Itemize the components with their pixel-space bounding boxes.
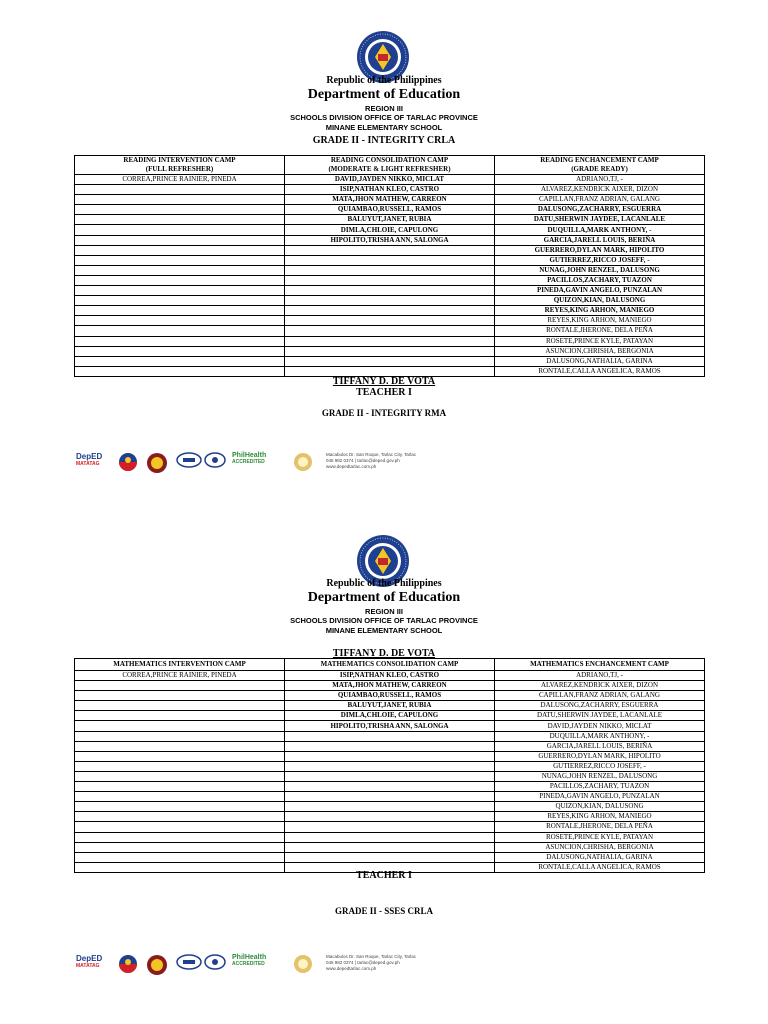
col-header-enhancement: MATHEMATICS ENCHANCEMENT CAMP — [495, 659, 705, 671]
student-name-cell: DUQUILLA,MARK ANTHONY, - — [495, 731, 705, 741]
student-name-cell — [75, 336, 285, 346]
student-name-cell: ASUNCION,CHRISHA, BERGONIA — [495, 842, 705, 852]
student-name-cell — [285, 296, 495, 306]
table-row — [75, 681, 705, 691]
table-row — [75, 741, 705, 751]
student-name-cell — [285, 802, 495, 812]
footer-logos — [76, 452, 476, 474]
teacher-position: TEACHER I — [356, 387, 412, 398]
table-row — [75, 185, 705, 195]
student-name-cell — [285, 761, 495, 771]
bagong-pilipinas-icon — [114, 954, 142, 974]
student-name-cell — [75, 366, 285, 376]
student-name-cell: PINEDA,GAVIN ANGELO, PUNZALAN — [495, 792, 705, 802]
student-name-cell — [285, 245, 495, 255]
student-name-cell — [75, 812, 285, 822]
student-name-cell — [285, 731, 495, 741]
student-name-cell — [75, 195, 285, 205]
table-row — [75, 721, 705, 731]
table-row — [75, 832, 705, 842]
student-name-cell: REYES,KING ARHON, MANIEGO — [495, 316, 705, 326]
student-name-cell — [75, 296, 285, 306]
student-name-cell: DIMLA,CHLOIE, CAPULONG — [285, 225, 495, 235]
student-name-cell — [285, 751, 495, 761]
division-line: SCHOOLS DIVISION OFFICE OF TARLAC PROVINCE — [290, 616, 478, 625]
col-subheader-consolidation: (MODERATE & LIGHT REFRESHER) — [285, 165, 495, 175]
table-row — [75, 175, 705, 185]
student-name-cell — [285, 255, 495, 265]
student-name-cell: BALUYUT,JANET, RUBIA — [285, 215, 495, 225]
student-name-cell — [285, 366, 495, 376]
document-page-2 — [0, 512, 768, 1024]
footer-address: Macabulos Dr. San Roque, Tarlac City, Tarlac 045 982 0374 | tarlac@deped.gov.ph www.depedtarlac.com.ph — [326, 954, 417, 971]
table-row — [75, 195, 705, 205]
table-row — [75, 842, 705, 852]
student-name-cell: CORREA,PRINCE RAINIER, PINEDA — [75, 175, 285, 185]
table-row — [75, 245, 705, 255]
student-name-cell — [285, 842, 495, 852]
student-name-cell: REYES,KING ARHON, MANIEGO — [495, 812, 705, 822]
student-name-cell — [75, 741, 285, 751]
student-name-cell — [285, 346, 495, 356]
student-name-cell: NUNAG,JOHN RENZEL, DALUSONG — [495, 771, 705, 781]
student-name-cell — [285, 265, 495, 275]
next-section-title: GRADE II - SSES CRLA — [334, 906, 434, 916]
table-row — [75, 701, 705, 711]
student-name-cell — [75, 356, 285, 366]
student-name-cell: QUIZON,KIAN, DALUSONG — [495, 296, 705, 306]
student-name-cell — [285, 741, 495, 751]
table-row — [75, 356, 705, 366]
student-name-cell: DALUSONG,ZACHARRY, ESGUERRA — [495, 205, 705, 215]
col-header-enhancement: READING ENCHANCEMENT CAMP — [495, 156, 705, 166]
student-name-cell — [75, 185, 285, 195]
region-line: REGION III — [365, 607, 403, 616]
department-title: Department of Education — [307, 590, 461, 605]
table-row — [75, 691, 705, 701]
footer-address: Macabulos Dr. San Roque, Tarlac City, Tarlac 045 982 0374 | tarlac@deped.gov.ph www.depedtarlac.com.ph — [326, 452, 417, 469]
student-name-cell — [75, 751, 285, 761]
table-row — [75, 306, 705, 316]
student-name-cell: DALUSONG,NATHALIA, GARINA — [495, 852, 705, 862]
student-name-cell — [285, 326, 495, 336]
student-name-cell — [75, 782, 285, 792]
student-name-cell — [75, 265, 285, 275]
col-subheader-enhancement: (GRADE READY) — [495, 165, 705, 175]
deped-matatag-logo: DepED MATATAG — [76, 954, 103, 969]
student-name-cell: DAVID,JAYDEN NIKKO, MICLAT — [495, 721, 705, 731]
student-name-cell — [285, 336, 495, 346]
student-name-cell — [285, 812, 495, 822]
award-seal-icon — [292, 954, 314, 974]
iso-cert-icon — [176, 954, 202, 970]
student-name-cell: ROSETE,PRINCE KYLE, PATAYAN — [495, 336, 705, 346]
table-row — [75, 761, 705, 771]
grade-section-title: GRADE II - INTEGRITY CRLA — [312, 135, 456, 146]
student-name-cell — [75, 761, 285, 771]
table-row — [75, 225, 705, 235]
student-name-cell: DUQUILLA,MARK ANTHONY, - — [495, 225, 705, 235]
student-name-cell: HIPOLITO,TRISHA ANN, SALONGA — [285, 721, 495, 731]
division-line: SCHOOLS DIVISION OFFICE OF TARLAC PROVINCE — [290, 113, 478, 122]
footer-logos — [76, 954, 476, 976]
table-row — [75, 771, 705, 781]
student-name-cell — [285, 275, 495, 285]
student-name-cell: HIPOLITO,TRISHA ANN, SALONGA — [285, 235, 495, 245]
student-name-cell — [285, 286, 495, 296]
quality-cert-icon — [204, 954, 226, 970]
table-row — [75, 255, 705, 265]
student-name-cell: NUNAG,JOHN RENZEL, DALUSONG — [495, 265, 705, 275]
student-name-cell: PINEDA,GAVIN ANGELO, PUNZALAN — [495, 286, 705, 296]
student-name-cell — [75, 326, 285, 336]
republic-line: Republic of the Philippines — [326, 578, 442, 589]
student-name-cell: CORREA,PRINCE RAINIER, PINEDA — [75, 671, 285, 681]
student-name-cell — [75, 721, 285, 731]
col-header-consolidation: READING CONSOLIDATION CAMP — [285, 156, 495, 166]
student-name-cell: DATU,SHERWIN JAYDEE, LACANLALE — [495, 711, 705, 721]
table-row — [75, 852, 705, 862]
student-name-cell: RONTALE,JHERONE, DELA PEÑA — [495, 326, 705, 336]
teacher-name-top: TIFFANY D. DE VOTA — [332, 648, 436, 659]
student-name-cell — [75, 255, 285, 265]
student-name-cell — [75, 205, 285, 215]
student-name-cell — [75, 306, 285, 316]
student-name-cell: QUIAMBAO,RUSSELL, RAMOS — [285, 205, 495, 215]
student-name-cell — [75, 691, 285, 701]
student-name-cell — [285, 852, 495, 862]
table-row — [75, 812, 705, 822]
table-row — [75, 822, 705, 832]
student-name-cell: RONTALE,JHERONE, DELA PEÑA — [495, 822, 705, 832]
republic-line: Republic of the Philippines — [326, 75, 442, 86]
student-name-cell — [285, 306, 495, 316]
region-line: REGION III — [365, 104, 403, 113]
table-row — [75, 346, 705, 356]
table-row — [75, 802, 705, 812]
math-camp-table — [74, 658, 705, 873]
quality-cert-icon — [204, 452, 226, 468]
student-name-cell: CAPILLAN,FRANZ ADRIAN, GALANG — [495, 691, 705, 701]
student-name-cell — [75, 275, 285, 285]
student-name-cell: BALUYUT,JANET, RUBIA — [285, 701, 495, 711]
col-header-consolidation: MATHEMATICS CONSOLIDATION CAMP — [285, 659, 495, 671]
table-row — [75, 296, 705, 306]
student-name-cell — [285, 771, 495, 781]
student-name-cell — [285, 832, 495, 842]
table-row — [75, 671, 705, 681]
student-name-cell — [75, 215, 285, 225]
student-name-cell: DALUSONG,ZACHARRY, ESGUERRA — [495, 701, 705, 711]
student-name-cell: GARCIA,JARELL LOUIS, BERIÑA — [495, 235, 705, 245]
student-name-cell — [75, 852, 285, 862]
bagong-pilipinas-icon — [114, 452, 142, 472]
student-name-cell: GARCIA,JARELL LOUIS, BERIÑA — [495, 741, 705, 751]
student-name-cell — [75, 225, 285, 235]
student-name-cell: CAPILLAN,FRANZ ADRIAN, GALANG — [495, 195, 705, 205]
student-name-cell: RONTALE,CALLA ANGELICA, RAMOS — [495, 862, 705, 872]
table-row — [75, 336, 705, 346]
table-row — [75, 751, 705, 761]
student-name-cell — [285, 316, 495, 326]
student-name-cell — [285, 782, 495, 792]
student-name-cell: DALUSONG,NATHALIA, GARINA — [495, 356, 705, 366]
table-row — [75, 316, 705, 326]
student-name-cell: GUERRERO,DYLAN MARK, HIPOLITO — [495, 245, 705, 255]
table-row — [75, 326, 705, 336]
student-name-cell: DATU,SHERWIN JAYDEE, LACANLALE — [495, 215, 705, 225]
student-name-cell — [75, 731, 285, 741]
student-name-cell — [75, 822, 285, 832]
division-seal-icon — [146, 954, 168, 976]
philhealth-logo: PhilHealth ACCREDITED — [232, 954, 267, 967]
student-name-cell: REYES,KING ARHON, MANIEGO — [495, 306, 705, 316]
school-line: MINANE ELEMENTARY SCHOOL — [325, 123, 443, 132]
student-name-cell — [75, 802, 285, 812]
reading-camp-table — [74, 155, 705, 377]
student-name-cell: ISIP,NATHAN KLEO, CASTRO — [285, 671, 495, 681]
student-name-cell: GUERRERO,DYLAN MARK, HIPOLITO — [495, 751, 705, 761]
student-name-cell: MATA,JHON MATHEW, CARREON — [285, 681, 495, 691]
student-name-cell: QUIAMBAO,RUSSELL, RAMOS — [285, 691, 495, 701]
student-name-cell: ADRIANO,TJ, - — [495, 671, 705, 681]
student-name-cell — [75, 346, 285, 356]
student-name-cell: ALVAREZ,KENDRICK AIXER, DIZON — [495, 681, 705, 691]
student-name-cell: GUTIERREZ,RICCO JOSEFF, - — [495, 255, 705, 265]
student-name-cell: DIMLA,CHLOIE, CAPULONG — [285, 711, 495, 721]
student-name-cell — [75, 245, 285, 255]
table-row — [75, 366, 705, 376]
student-name-cell: ROSETE,PRINCE KYLE, PATAYAN — [495, 832, 705, 842]
student-name-cell — [285, 356, 495, 366]
table-row — [75, 205, 705, 215]
table-row — [75, 286, 705, 296]
table-row — [75, 215, 705, 225]
table-row — [75, 235, 705, 245]
school-line: MINANE ELEMENTARY SCHOOL — [325, 626, 443, 635]
student-name-cell — [75, 701, 285, 711]
student-name-cell: QUIZON,KIAN, DALUSONG — [495, 802, 705, 812]
student-name-cell: RONTALE,CALLA ANGELICA, RAMOS — [495, 366, 705, 376]
iso-cert-icon — [176, 452, 202, 468]
student-name-cell: ASUNCION,CHRISHA, BERGONIA — [495, 346, 705, 356]
col-header-intervention: READING INTERVENTION CAMP — [75, 156, 285, 166]
table-row — [75, 275, 705, 285]
student-name-cell — [75, 842, 285, 852]
student-name-cell: DAVID,JAYDEN NIKKO, MICLAT — [285, 175, 495, 185]
student-name-cell — [75, 792, 285, 802]
award-seal-icon — [292, 452, 314, 472]
next-section-title: GRADE II - INTEGRITY RMA — [321, 408, 447, 418]
teacher-name: TIFFANY D. DE VOTA — [332, 376, 436, 387]
student-name-cell — [75, 832, 285, 842]
table-row — [75, 792, 705, 802]
student-name-cell: MATA,JHON MATHEW, CARREON — [285, 195, 495, 205]
student-name-cell — [75, 771, 285, 781]
col-header-intervention: MATHEMATICS INTERVENTION CAMP — [75, 659, 285, 671]
teacher-position: TEACHER I — [356, 870, 412, 881]
table-row — [75, 731, 705, 741]
col-subheader-intervention: (FULL REFRESHER) — [75, 165, 285, 175]
student-name-cell: PACILLOS,ZACHARY, TUAZON — [495, 782, 705, 792]
student-name-cell: ISIP,NATHAN KLEO, CASTRO — [285, 185, 495, 195]
student-name-cell — [285, 822, 495, 832]
student-name-cell — [75, 316, 285, 326]
student-name-cell — [75, 235, 285, 245]
student-name-cell — [75, 711, 285, 721]
student-name-cell — [75, 286, 285, 296]
student-name-cell: PACILLOS,ZACHARY, TUAZON — [495, 275, 705, 285]
student-name-cell: GUTIERREZ,RICCO JOSEFF, - — [495, 761, 705, 771]
deped-matatag-logo: DepED MATATAG — [76, 452, 103, 467]
student-name-cell: ADRIANO,TJ, - — [495, 175, 705, 185]
division-seal-icon — [146, 452, 168, 474]
student-name-cell — [285, 792, 495, 802]
department-title: Department of Education — [307, 87, 461, 102]
table-row — [75, 782, 705, 792]
philhealth-logo: PhilHealth ACCREDITED — [232, 452, 267, 465]
table-row — [75, 265, 705, 275]
student-name-cell: ALVAREZ,KENDRICK AIXER, DIZON — [495, 185, 705, 195]
student-name-cell — [75, 681, 285, 691]
table-row — [75, 711, 705, 721]
